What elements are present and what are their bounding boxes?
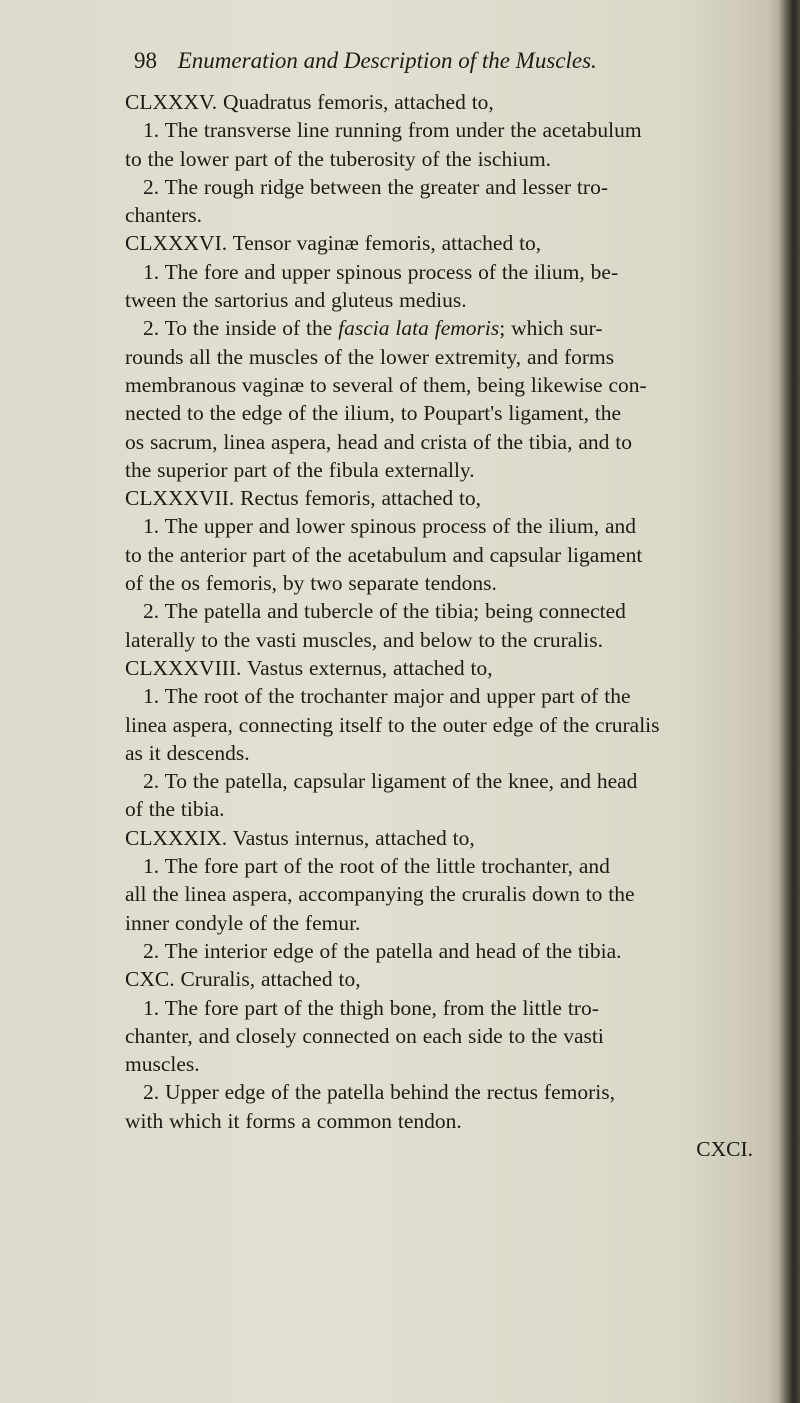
text-line: 1. The fore part of the root of the little trochanter, and xyxy=(143,854,610,879)
page-number: 98 xyxy=(134,48,157,73)
text-line: linea aspera, connecting itself to the outer edge of the cruralis xyxy=(125,712,660,737)
section-heading-clxxxviii: CLXXXVIII. Vastus externus, attached to, xyxy=(125,655,493,680)
text-line: of the tibia. xyxy=(125,797,225,822)
section-heading-clxxxv: CLXXXV. Quadratus femoris, attached to, xyxy=(125,90,494,114)
text-line: muscles. xyxy=(125,1052,200,1077)
section-heading-clxxxix: CLXXXIX. Vastus internus, attached to, xyxy=(125,825,475,850)
section-heading-clxxxvi: CLXXXVI. Tensor vaginæ femoris, attached to, xyxy=(125,231,542,256)
text-line: the superior part of the fibula externally. xyxy=(125,457,475,482)
text-line: 2. The interior edge of the patella and head of the tibia. xyxy=(143,938,622,963)
text-line: os sacrum, linea aspera, head and crista of the tibia, and to xyxy=(125,429,632,454)
text-line: laterally to the vasti muscles, and below to the cruralis. xyxy=(125,627,603,652)
page-header xyxy=(134,44,694,78)
text-line: 1. The fore part of the thigh bone, from the little tro- xyxy=(143,995,599,1020)
text-fragment: 2. To the inside of the xyxy=(143,316,339,341)
text-line: of the os femoris, by two separate tendons. xyxy=(125,571,497,596)
text-line: chanter, and closely connected on each side to the vasti xyxy=(125,1023,604,1048)
text-line: all the linea aspera, accompanying the cruralis down to the xyxy=(125,882,635,907)
section-heading-clxxxvii: CLXXXVII. Rectus femoris, attached to, xyxy=(125,486,482,511)
text-line: inner condyle of the femur. xyxy=(125,910,361,935)
body-text xyxy=(125,88,765,1163)
text-line: 1. The upper and lower spinous process of the ilium, and xyxy=(143,514,637,539)
text-line: nected to the edge of the ilium, to Poupart's ligament, the xyxy=(125,401,622,426)
catchword: CXCI. xyxy=(696,1136,753,1161)
italic-term-fascia-lata: fascia lata femoris xyxy=(338,316,500,341)
text-line: 1. The root of the trochanter major and upper part of the xyxy=(143,684,631,709)
text-line: with which it forms a common tendon. xyxy=(125,1108,462,1133)
text-line: membranous vaginæ to several of them, being likewise con- xyxy=(125,372,647,397)
text-line: rounds all the muscles of the lower extremity, and forms xyxy=(125,344,615,369)
text-line-with-italic xyxy=(125,314,765,342)
text-fragment: ; which sur- xyxy=(499,316,603,341)
text-line: 2. The rough ridge between the greater and lesser tro- xyxy=(143,174,608,199)
text-line: to the lower part of the tuberosity of the ischium. xyxy=(125,146,552,171)
running-title: Enumeration and Description of the Muscles. xyxy=(177,48,597,73)
section-heading-cxc: CXC. Cruralis, attached to, xyxy=(125,967,361,992)
text-line: to the anterior part of the acetabulum and capsular ligament xyxy=(125,542,643,567)
text-line: chanters. xyxy=(125,203,203,228)
page-gutter xyxy=(778,0,800,1403)
text-line: 2. Upper edge of the patella behind the rectus femoris, xyxy=(143,1080,615,1105)
text-line: 2. To the patella, capsular ligament of the knee, and head xyxy=(143,769,638,794)
text-line: as it descends. xyxy=(125,740,250,765)
text-line: 2. The patella and tubercle of the tibia; being connected xyxy=(143,599,626,624)
text-line: 1. The transverse line running from under the acetabulum xyxy=(143,118,642,143)
text-line: tween the sartorius and gluteus medius. xyxy=(125,288,467,313)
text-line: 1. The fore and upper spinous process of the ilium, be- xyxy=(143,259,619,284)
